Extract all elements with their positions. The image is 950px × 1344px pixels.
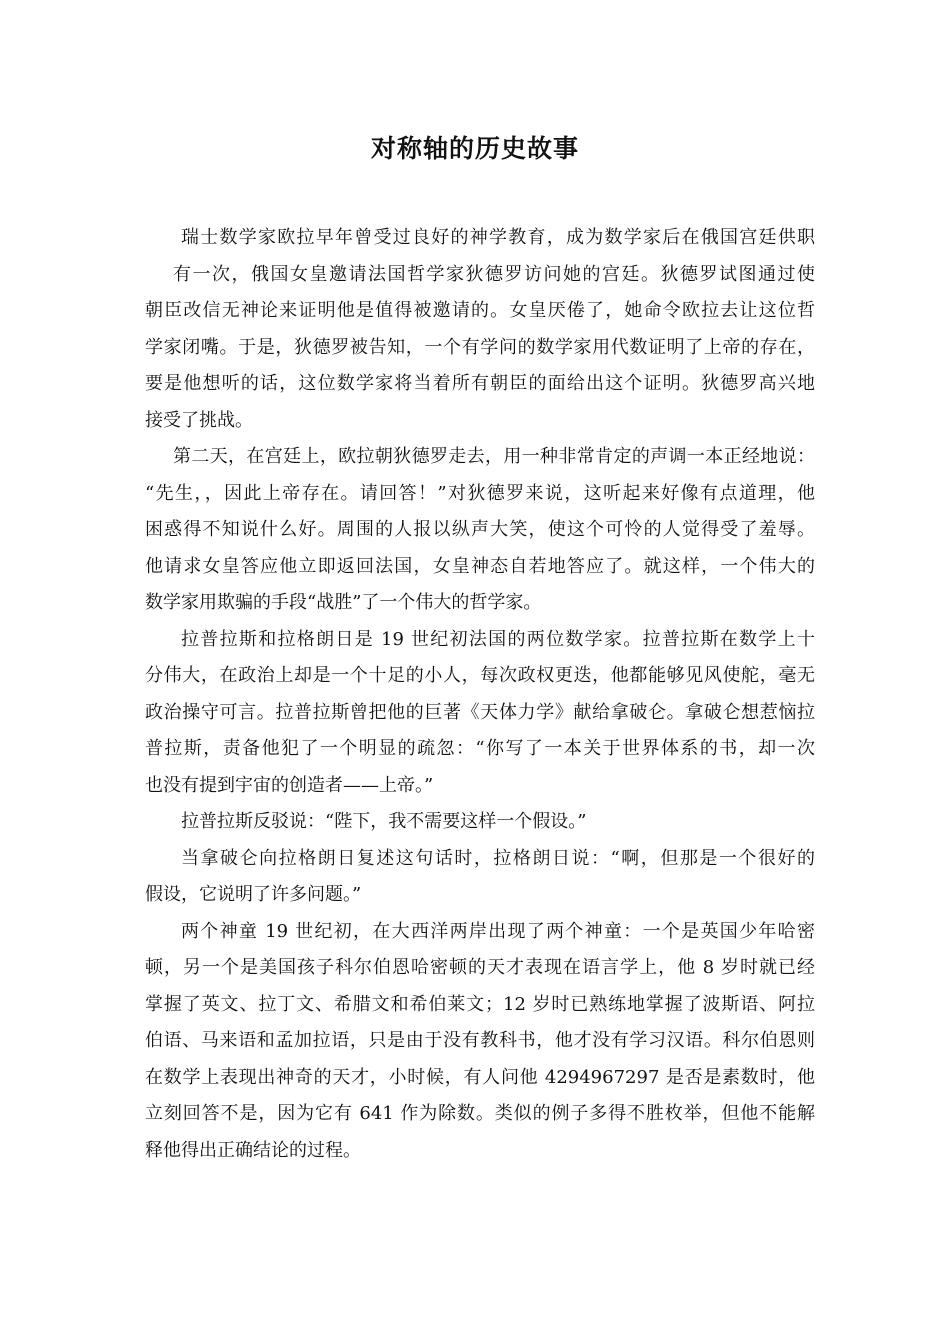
text-line: 瑞士数学家欧拉早年曾受过良好的神学教育，成为数学家后在俄国宫廷供职	[181, 227, 815, 248]
text-line: 两个神童 19 世纪初，在大西洋两岸出现了两个神童：一个是英国少年哈密	[181, 920, 815, 942]
document-title: 对称轴的历史故事	[370, 134, 579, 163]
text-line: 也没有提到宇宙的创造者——上帝。”	[145, 774, 434, 796]
text-line: 困惑得不知说什么好。周围的人报以纵声大笑，使这个可怜的人觉得受了羞辱。	[145, 519, 815, 540]
document-body	[145, 220, 815, 1169]
text-line: “先生，，因此上帝存在。请回答！”对狄德罗来说，这听起来好像有点道理，他	[145, 482, 815, 504]
text-line: 有一次，俄国女皇邀请法国哲学家狄德罗访问她的宫廷。狄德罗试图通过使	[173, 263, 815, 285]
text-line: 在数学上表现出神奇的天才，小时候，有人问他 4294967297 是否是素数时，他	[145, 1066, 815, 1088]
text-line: 拉普拉斯和拉格朗日是 19 世纪初法国的两位数学家。拉普拉斯在数学上十	[181, 628, 815, 650]
text-line: 要是他想听的话，这位数学家将当着所有朝臣的面给出这个证明。狄德罗高兴地	[145, 373, 815, 394]
text-line: 数学家用欺骗的手段“战胜”了一个伟大的哲学家。	[145, 592, 542, 613]
text-line: 他请求女皇答应他立即返回法国，女皇神态自若地答应了。就这样，一个伟大的	[145, 555, 815, 577]
text-line: 朝臣改信无神论来证明他是值得被邀请的。女皇厌倦了，她命令欧拉去让这位哲	[145, 300, 815, 321]
text-line: 政治操守可言。拉普拉斯曾把他的巨著《天体力学》献给拿破仑。拿破仑想惹恼拉	[145, 701, 815, 723]
text-line: 第二天，在宫廷上，欧拉朝狄德罗走去，用一种非常肯定的声调一本正经地说：	[173, 446, 815, 467]
text-line: 分伟大，在政治上却是一个十足的小人，每次政权更迭，他都能够见风使舵，毫无	[145, 665, 815, 686]
text-line: 顿，另一个是美国孩子科尔伯恩哈密顿的天才表现在语言学上，他 8 岁时就已经	[145, 957, 815, 978]
text-line: 掌握了英文、拉丁文、希腊文和希伯莱文；12 岁时已熟练地掌握了波斯语、阿拉	[145, 993, 815, 1015]
text-line: 学家闭嘴。于是，狄德罗被告知，一个有学问的数学家用代数证明了上帝的存在，	[145, 336, 815, 358]
text-line: 假设，它说明了许多问题。”	[145, 884, 362, 905]
text-line: 接受了挑战。	[145, 409, 253, 431]
text-line: 当拿破仑向拉格朗日复述这句话时，拉格朗日说：“啊，但那是一个很好的	[181, 847, 815, 869]
text-line: 伯语、马来语和孟加拉语，只是由于没有教科书，他才没有学习汉语。科尔伯恩则	[145, 1030, 815, 1051]
text-line: 释他得出正确结论的过程。	[145, 1139, 361, 1161]
text-line: 普拉斯，责备他犯了一个明显的疏忽：“你写了一本关于世界体系的书，却一次	[145, 738, 815, 759]
text-line: 拉普拉斯反驳说：“陛下，我不需要这样一个假设。”	[181, 811, 587, 832]
text-line: 立刻回答不是，因为它有 641 作为除数。类似的例子多得不胜枚举，但他不能解	[145, 1103, 815, 1124]
